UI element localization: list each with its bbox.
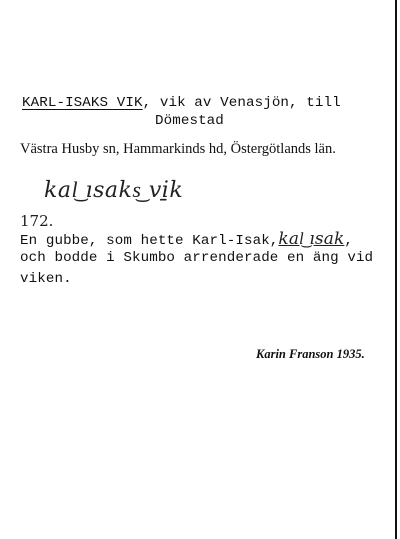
heading-line-1 <box>22 95 341 111</box>
signature: Karin Franson 1935. <box>256 347 365 361</box>
body-line-1 <box>20 229 353 249</box>
heading-line-2: Dömestad <box>155 113 224 129</box>
place-name: KARL-ISAKS VIK <box>22 95 143 111</box>
card-edge <box>395 0 397 539</box>
body-dialect-form: kal͜ ısak <box>278 229 345 249</box>
record-number: 172. <box>20 212 54 230</box>
dialect-form: kal͜ ısaks͜ vi̱k <box>44 178 184 203</box>
body-line-1-text: En gubbe, som hette Karl-Isak, <box>20 233 279 249</box>
body-line-1-comma: , <box>344 233 354 249</box>
body-line-2: och bodde i Skumbo arrenderade en äng vid <box>20 250 374 266</box>
body-line-3: viken. <box>20 271 72 287</box>
location-line: Västra Husby sn, Hammarkinds hd, Östergötlands län. <box>20 141 336 157</box>
heading-description: , vik av Venasjön, till <box>142 95 341 111</box>
